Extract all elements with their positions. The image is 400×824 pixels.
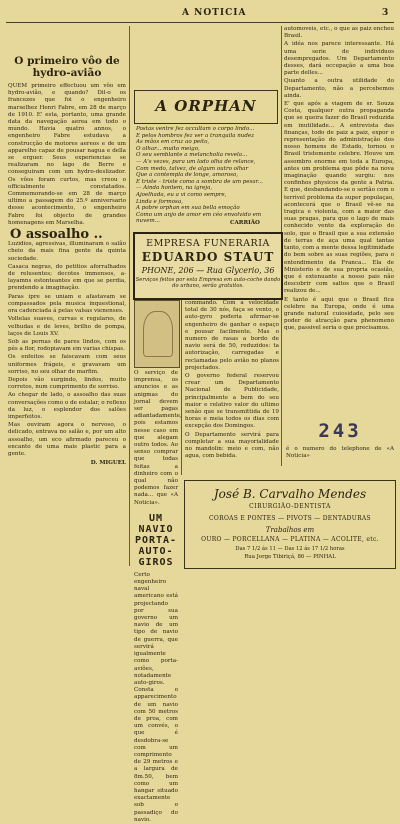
page-header: [0, 8, 400, 20]
dentist-name: José B. Carvalho Mendes: [213, 487, 367, 501]
middle-left-column: [134, 370, 182, 823]
ad-note: Serviços feitos por esta Empresa em auto-coche dando do urbano, serão gratuitos.: [135, 277, 281, 289]
left-column: [8, 26, 126, 567]
poem-line: A pobre orphan em sua bella emoção: [136, 205, 240, 212]
article-paragraph: Voltelas suaves, curvas e regulares, de velhudas e de leves, brilho de pompa, laços de Louis XV.: [8, 316, 126, 337]
column-divider: [181, 300, 182, 475]
poem-line: Postas ventre fez occultam o corpo lindo...: [136, 126, 255, 132]
poem-line: Que a contempla de longe, amoroso,: [136, 172, 239, 179]
newspaper-title: A NOTICIA: [182, 8, 247, 18]
article-paragraph: O serviço de imprensa, os anuncios e as anigmas do jornal devem ser pagas adiantadamente, pois estamos nesse caso em que alegam outro todos. Ao senso comprar que todas feitas a dinheiro com o qual não podemos fazer nada... que «A Noticia».: [134, 370, 182, 506]
article-paragraph: Sob as pernas de pares lindos, com os pés a flor, rodopiavam em varias chispas.: [8, 338, 126, 353]
page-number: 3: [382, 8, 389, 18]
poem-line: Como um anjo de amor em céo envolvido em nuvem...: [136, 211, 262, 225]
article-signature: D. MIGUEL: [90, 460, 126, 467]
article-paragraph: Depois vão surgindo, lindos, muito corretos, num cumprimento de sorriso.: [8, 376, 126, 391]
poem-title: A ORPHAN: [155, 97, 257, 115]
article-headline: O primeiro vôo de hydro-avião: [14, 55, 120, 79]
poem-line: Com medo, talvez, de algum outro olhar: [136, 165, 249, 172]
article-paragraph: O governo federal reservou crear um Departamento Nacional de Publicidade, principalmente a bem do seu maior e relativo valor do ultimo senão que se transmittida de 19 horas e meia todos os dias com excepção dos Domingos.: [185, 373, 279, 430]
article-paragraph: Ao chegar de lado, o assoalho das suas conversações como o de estalar, o reflexo da luz, o esplendor dos salões imperfeitos.: [8, 392, 126, 420]
ad-contact: PHONE, 206 — Rua Glycerio, 36: [141, 266, 275, 275]
poem-body: [136, 126, 276, 225]
article-paragraph: A idéa nos parece interessante. Há uma serie de individuos desempregados. Um Departamento desses, dará occupação a uma boa parte delles...: [284, 41, 394, 77]
poem-line: Ajoelhada, eu a vi como sempre,: [136, 191, 227, 198]
poem-line: — Ainda hontem, na igreja,: [136, 185, 213, 192]
article-paragraph: QUEM primeiro effectuou um vôo em hydro-avião, e quando? Dil-o os francezes que foi o engenheiro marselhez Henri Fabre, em 28 de março de 1910. E' esta, portanto, uma grande data da navegação aerea em todo o mundo. Havia quatro annos, o engenheiro Fabre estudava a construcção de motores aereos e de um apparelho capaz de pousar nagua e della se erguer. Seus experiencias se realizaram no lago de Berre e conseguiram com um hydro-deslizador. Os vôos foram curtos, mas creou o officialmente constatados. Commemorando-se em 28 de março ultimo a passagem do 25.º anniversario desse acontecimento, o engenheiro Fabre foi objecto de grandes homenagens em Marselha.: [8, 83, 126, 226]
poem-line: — A's vezes, para um lado olha de relance,: [136, 158, 256, 165]
article-paragraph: Certo engenheiro naval americano está projectando por sua governo um navio de um tipo de navio de guerra, que servirá igualmente como porta-aviões, notadamente auto-giros. Consta o apparecimento de um navio com 50 metros de proa, com um convés, o que é desdobra-se com um comprimento de 29 metros e a largura de 8m.50, bem como um hangar situado exactamente sob o passadiço do navio.: [134, 571, 178, 823]
article-paragraph: Quanto a outra utilidade do Departamento, não a percebemos ainda.: [284, 78, 394, 99]
poem-line: As mãos em cruz ao peito,: [136, 139, 210, 146]
poem-line: O olhar... muito meigo,: [136, 145, 200, 152]
dentist-services: COROAS E PONTES — PIVOTS — DENTADURAS: [209, 515, 371, 522]
ad-company-name: EDUARDO STAUT: [141, 250, 275, 264]
article-headline: O assoalho ..: [10, 227, 103, 243]
article-paragraph: automoveis, etc., o que as paiz encheu Brasil.: [284, 26, 394, 40]
poem-line: E triste – triste como a sombra de um pesar...: [136, 178, 263, 185]
article-paragraph: Luzidios, agressivas, illuminaram o salão cheio da mais fina gente da quinta sociedade.: [8, 241, 126, 262]
telephone-number: 243: [318, 420, 362, 442]
dentist-specialty: CIRURGIÃO-DENTISTA: [249, 503, 331, 510]
dentist-hours: Das 7 1/2 ás 11 — Das 12 ás 17 1/2 horas: [235, 546, 345, 552]
article-paragraph: E' que após a viagem de sr. Souza Costa, qualquer outra propaganda que se queira fazer do Brasil reduzida em inutilidade... A entrevista das finanças, todo de paiz a paiz, expor o representação do administração dos nosso homens de Estado, tornou o Brasil tristemente celebre. Houve um assombro enorme em toda a Europa, antes um problema que pôde na nova imaginação quando surgiu: nos confinhos physicos da gente a Patria. E que, desbandando-se o sertão com o terrivel problema da super populaçao, acontecerá que o Brasil vê-se na tragica e violenta, com a maior das suas pragas, para que o lago de mais conhecido vento da exploração do solo, que o Brasil que a sua extensão de terras de aça uma qual tantas tanto, com a mente dessa legitimidade do bem sobre as suas regiões, para o entendimento da Franca... Ela de Ministerio e de sua propria ocasião, que é extenuante a nosso pais não descobrir com saltos que o Brasil realizou de...: [284, 101, 394, 295]
dentist-ad: [184, 480, 396, 569]
article-paragraph: Casaca negras, do petitios aforralhados de relusentes; decotes immensos, a-layamns estonteantes em que se perdia, prendendo a imaginação.: [8, 263, 126, 292]
poem-line: E pelos hombros fez ver a tranquila nudez: [136, 132, 255, 139]
article-paragraph: E tanto é aqui que o Brasil fica celebre na Europa, onde é uma grande naturaI cuiosidade, pelo seu poder de atracção para phenomeno que, passivel seria o que precisamos.: [284, 296, 394, 332]
dentist-materials: OURO — PORCELLANA — PLATINA — ACOLITE, etc.: [201, 536, 379, 543]
illustration-image: [134, 300, 180, 368]
telephone-caption: é o numero do telephone de «A Noticia»: [286, 446, 394, 459]
dentist-work-label: Trabalhos em: [265, 526, 315, 534]
poem-line: Linda e formosa,: [136, 198, 183, 205]
telephone-ad: [286, 420, 394, 460]
article-paragraph: O Departamento servirá para completar a sua mayorialidade no mandolin: meio e com, não agua, com bebida.: [185, 431, 279, 460]
article-paragraph: commando. Com a velocidade total de 30 nós, faça se vento, o auto-gyro poderia afirmar-se engenheiro de ganhar o espaço e pousar facilmente. Mas o numero de rasas a bordo de navio será de 50, reduzidos: ta autorização, carregadas e reclamadas pelo avião no planos projectados.: [185, 300, 279, 371]
middle-right-column: [185, 300, 279, 475]
ad-line: EMPRESA FUNERARIA: [146, 238, 270, 249]
poem-line: O seu semblante a melancholia revela...: [136, 152, 248, 159]
column-divider: [129, 26, 130, 566]
poem-signature: CARRIÃO: [230, 220, 260, 226]
article-paragraph: Mas ouviram agora o nervoso, o delicado, entrava no salão e, por um alto assoalho, um eco afirmado pareceu o encanto de uma mais plastic para a gente.: [8, 422, 126, 457]
article-paragraph: Os enfeitos se faiscavam com seus uniformes frágeis, e gravavam um sorriso, no seu olhar de marfim.: [8, 354, 126, 375]
poem-title-box: [134, 90, 278, 124]
header-rule: [6, 22, 394, 23]
right-column: [284, 26, 394, 378]
article-headline: UM NAVIO PORTA-AUTO-GIROS: [134, 512, 178, 568]
funeral-home-ad: [133, 232, 283, 300]
dentist-address: Rua Jorge Tibiriçá, 86 — PINHAL: [244, 554, 336, 560]
article-paragraph: Paras ipre se uniam e afastavam se compassados pela musica inquestional, ora cadenciada á pelas valsas vienenses.: [8, 293, 126, 315]
